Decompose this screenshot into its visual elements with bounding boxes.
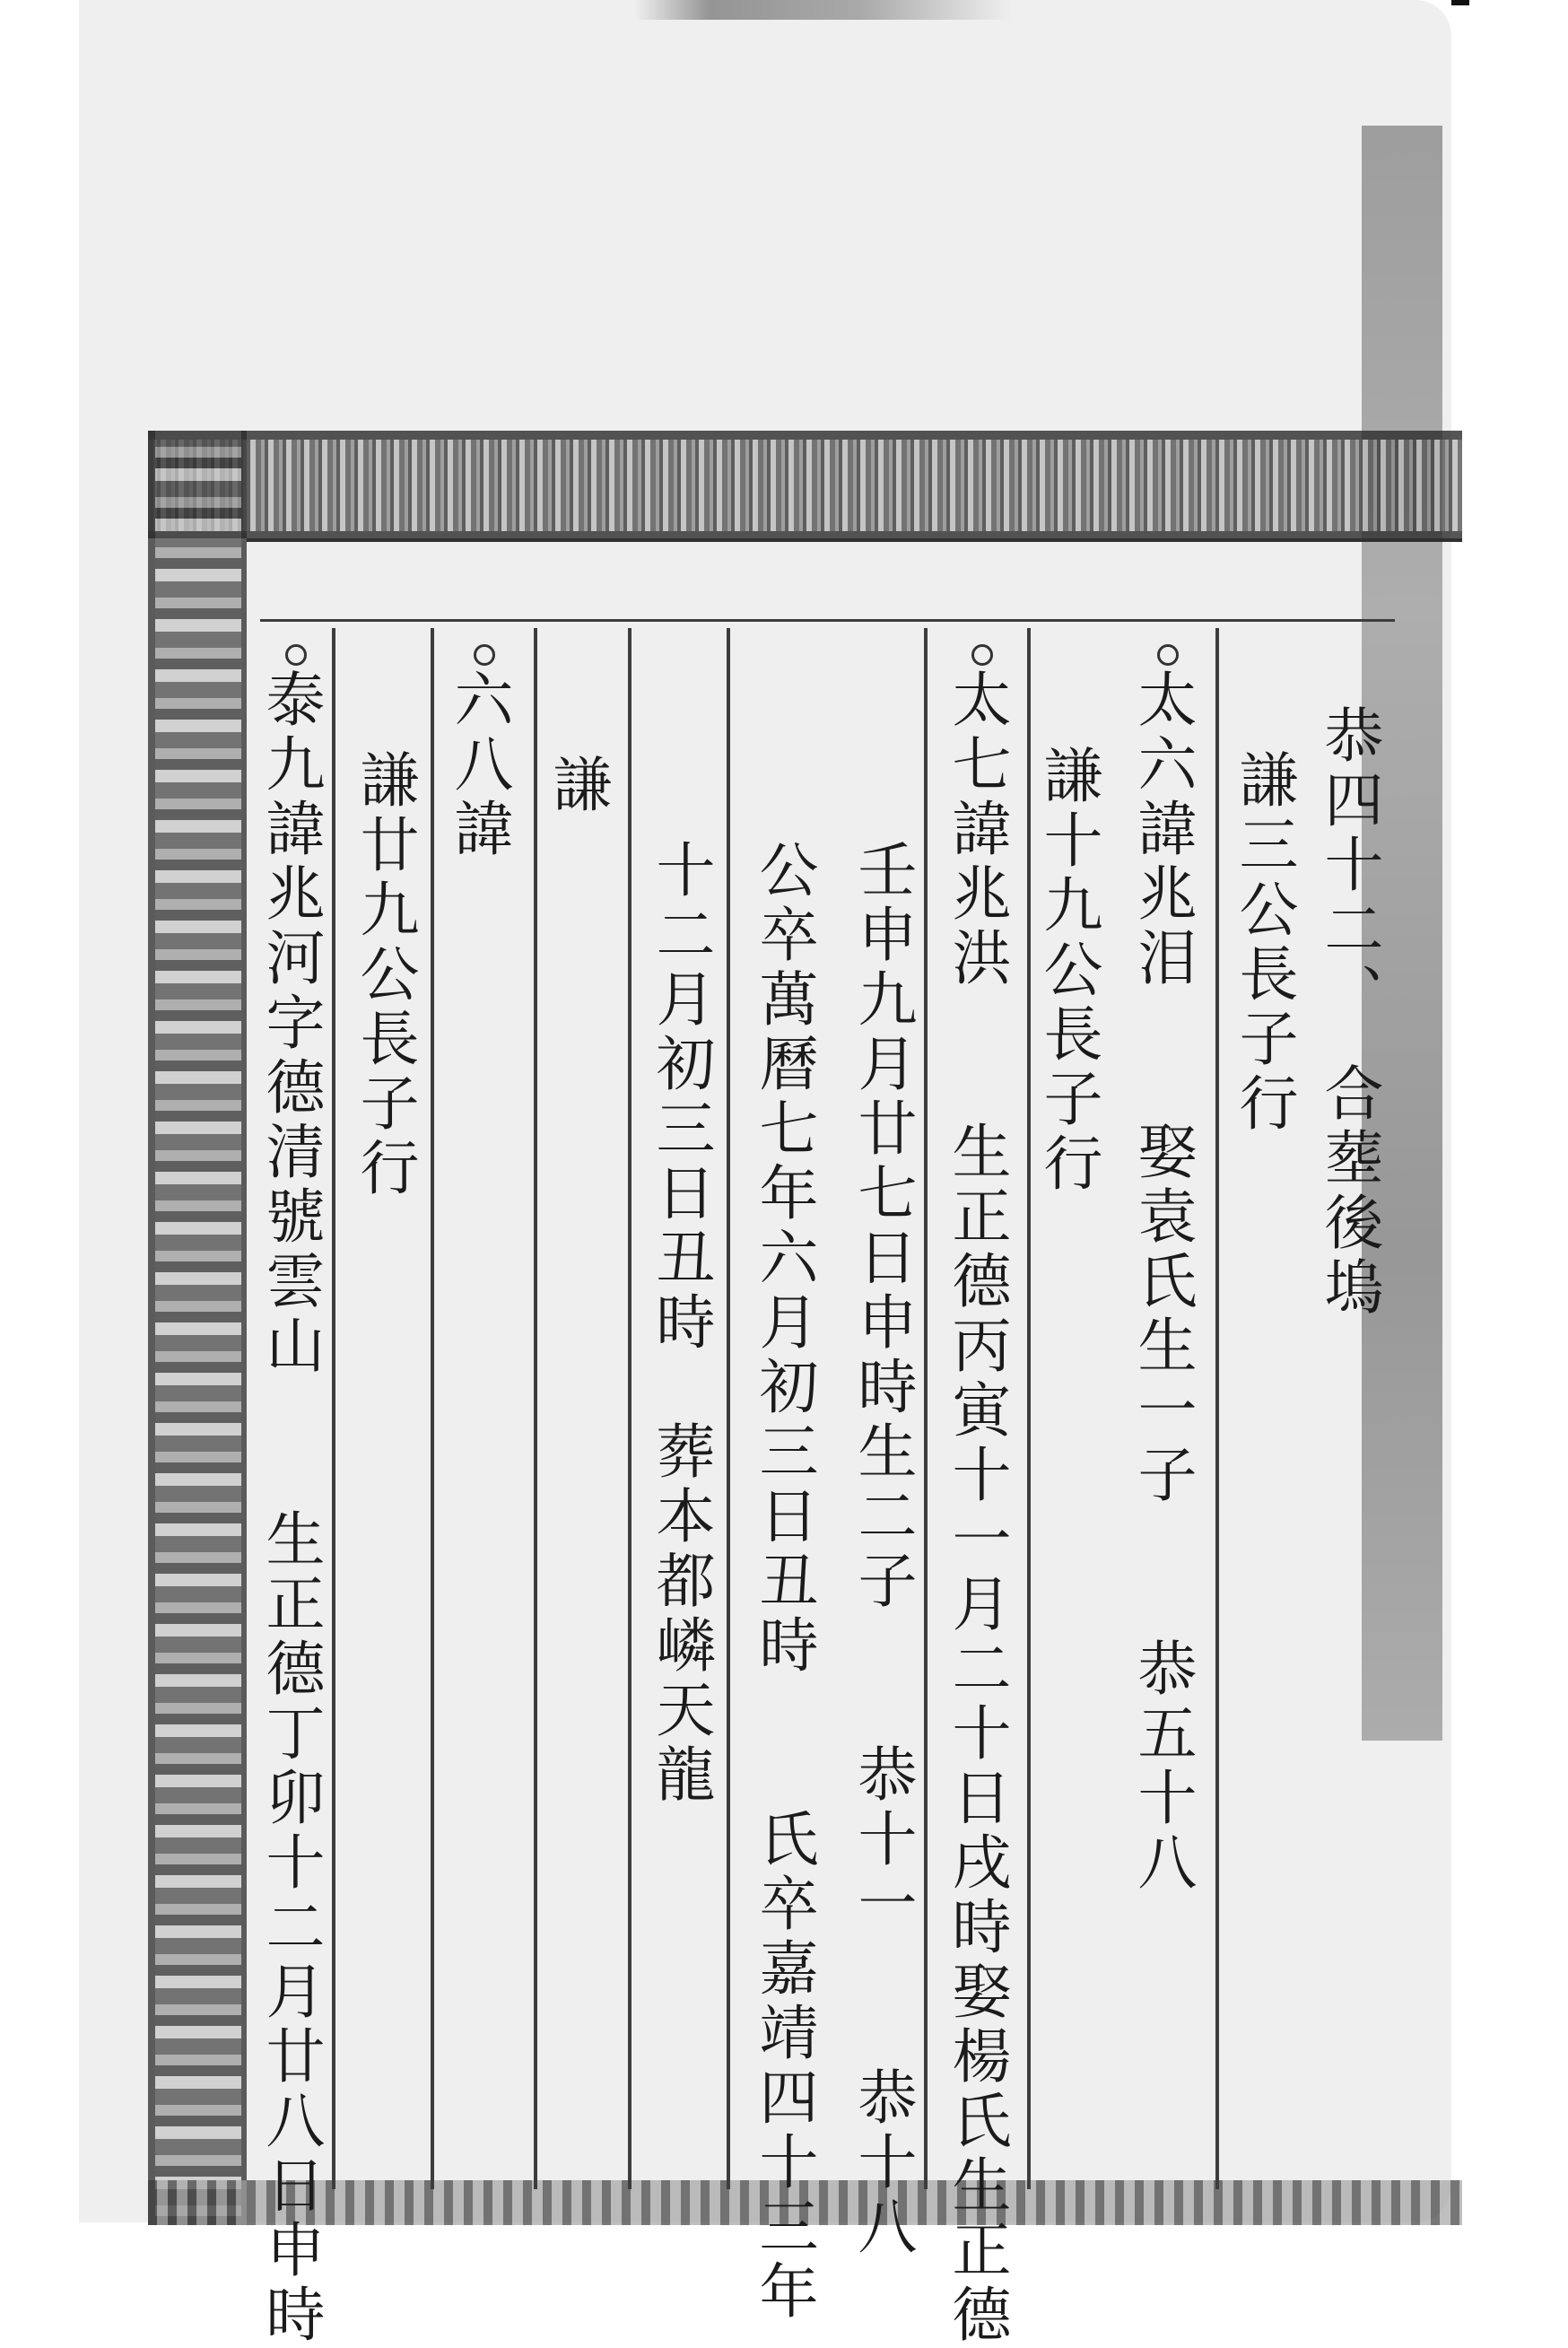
column-rule [534,628,537,2189]
text-column: 謙廿九公長子行 [350,749,419,1201]
column-rule [1027,628,1031,2189]
text-column: 謙三公長子行 [1229,749,1298,1137]
column-rule [628,628,632,2189]
edge-mark [1451,0,1469,5]
column-rule [332,628,335,2189]
decorative-left-border [148,431,247,2225]
entry-marker-icon [971,644,993,666]
column-rule [1215,628,1219,2189]
text-column: 謙 [543,754,612,818]
top-smudge [635,0,1012,20]
column-rule [431,628,434,2189]
text-column: 泰九諱兆河字德清號雲山 生正德丁卯十二月廿八日申時 [256,668,325,2348]
column-rule [924,628,928,2189]
text-column: 太六諱兆泪 娶袁氏生一子 恭五十八 [1128,668,1197,1896]
text-column: 恭四十二、 合塟後塢 [1314,704,1383,1321]
header-rule [260,619,1395,622]
entry-marker-icon [285,644,307,666]
text-column: 太七諱兆洪 生正德丙寅十一月二十日戌時娶楊氏生正德 [942,668,1011,2348]
column-rule [727,628,730,2189]
text-column: 公卒萬曆七年六月初三日丑時 氏卒嘉靖四十三年 [749,839,818,2325]
text-column: 六八諱 [444,668,513,862]
decorative-top-border [148,431,1462,538]
entry-marker-icon [1157,644,1179,666]
text-column: 謙十九公長子行 [1033,745,1102,1197]
entry-marker-icon [474,644,495,666]
text-column: 十二月初三日丑時 葬本都嶙天龍 [646,839,715,1808]
text-column: 壬申九月廿七日申時生二子 恭十一 恭十八 [848,839,917,2260]
